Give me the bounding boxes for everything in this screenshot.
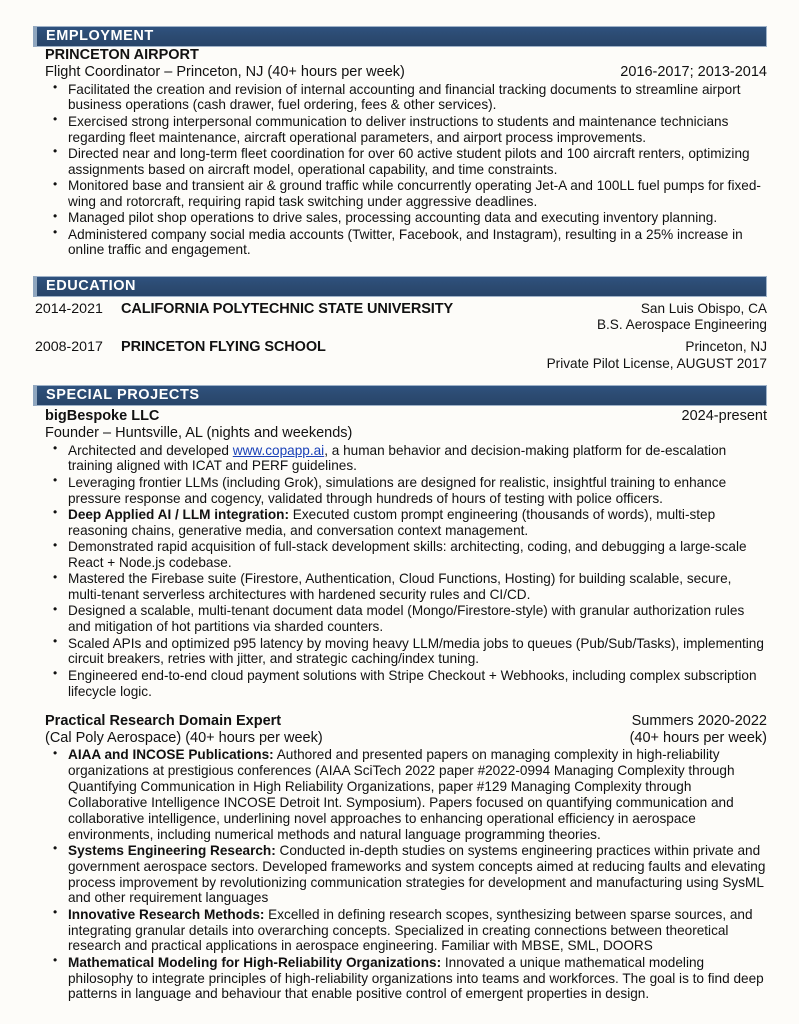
project-entry-header — [45, 713, 767, 730]
education-details — [467, 339, 767, 372]
bullet-text: Scaled APIs and optimized p95 latency by moving heavy LLM/media jobs to queues (Pub/Sub/Tasks), implementing circuit breakers, retries with jitter, and strategic caching/index tuning. — [68, 635, 764, 667]
special-project-bigbespoke — [33, 408, 767, 699]
project-name: Practical Research Domain Expert — [45, 712, 282, 729]
bullet-text-pre: Architected and developed — [68, 442, 233, 458]
special-project-research — [33, 713, 767, 1002]
employment-entry-subheader — [45, 64, 767, 81]
education-block — [33, 301, 767, 372]
education-row — [33, 301, 767, 334]
project-dates: Summers 2020-2022 — [631, 712, 767, 729]
project-role: Founder – Huntsville, AL (nights and weekends) — [45, 424, 353, 441]
project-name: bigBespoke LLC — [45, 407, 160, 424]
bullet-text: Excelled in defining research scopes, synthesizing between sparse sources, and integrating granular details into overarching concepts. Specialized in creating connections between theoretical research and practical applications in aerospace engineering. Familiar with MBSE, SML, DOORS — [68, 906, 753, 954]
list-item: • Directed near and long-term fleet coordination for over 60 active student pilots and 100 aircraft renters, optimizing assignments based on aircraft model, operational capability, and time constraints. — [45, 146, 767, 178]
bullet-text: Mastered the Firebase suite (Firestore, Authentication, Cloud Functions, Hosting) for building scalable, secure, multi-tenant serverless architectures with hardened security rules and CI/CD. — [68, 571, 732, 603]
education-credential: B.S. Aerospace Engineering — [596, 317, 767, 333]
list-item — [45, 475, 767, 507]
project-role: (Cal Poly Aerospace) (40+ hours per week) — [45, 729, 323, 746]
copapp-link[interactable]: www.copapp.ai — [232, 442, 325, 458]
section-banner-education — [33, 276, 767, 297]
project-entry-subheader — [45, 730, 767, 747]
project-dates-sub: (40+ hours per week) — [629, 729, 767, 746]
list-item — [45, 443, 767, 475]
project-dates: 2024-present — [681, 407, 767, 424]
bigbespoke-bullet-list — [45, 443, 767, 700]
bullet-text: Innovated a unique mathematical modeling philosophy to integrate principles of high-reliability organizations into teams and workforces. The goal is to find deep patterns in language and behaviour that enable positive control of emergent properties in design. — [68, 954, 764, 1002]
bullet-lead: Innovative Research Methods: — [68, 906, 265, 922]
list-item — [45, 571, 767, 603]
section-banner-employment — [33, 26, 767, 47]
list-item: • Facilitated the creation and revision of internal accounting and financial tracking documents to streamline airport business operations (cash drawer, fuel ordering, fees & other services). — [45, 82, 767, 114]
bullet-text: Executed custom prompt engineering (thousands of words), multi-step reasoning chains, generative media, and conversation context management. — [68, 506, 716, 538]
list-item — [45, 507, 767, 539]
employment-block — [33, 47, 767, 258]
list-item: • Managed pilot shop operations to drive sales, processing accounting data and executing inventory planning. — [45, 210, 767, 226]
education-location: San Luis Obispo, CA — [640, 300, 767, 316]
research-bullet-list — [45, 747, 767, 1002]
list-item — [45, 955, 767, 1002]
education-row — [33, 339, 767, 372]
list-item — [45, 539, 767, 571]
list-item — [45, 668, 767, 700]
bullet-text-post: , a human behavior and decision-making platform for de-escalation training aligned with ICAT and PERF guidelines. — [68, 442, 727, 474]
education-location: Princeton, NJ — [685, 339, 767, 355]
education-details — [467, 301, 767, 334]
employment-entry-header — [45, 47, 767, 64]
list-item: • Exercised strong interpersonal communication to deliver instructions to students and maintenance technicians regarding fleet maintenance, aircraft operational parameters, and airport process improvements. — [45, 114, 767, 146]
bullet-lead: Systems Engineering Research: — [68, 842, 276, 858]
bullet-text: Leveraging frontier LLMs (including Grok), simulations are designed for realistic, insightful training to enhance pressure response and cogency, validated through hundreds of hours of testing with police officers. — [68, 474, 727, 506]
section-banner-special-projects — [33, 385, 767, 406]
bullet-text: Designed a scalable, multi-tenant document data model (Mongo/Firestore-style) with granular authorization rules and mitigation of hot partitions via sharded counters. — [68, 603, 745, 635]
education-years: 2014-2021 — [35, 300, 103, 317]
list-item — [45, 603, 767, 635]
bullet-text: Authored and presented papers on managing complexity in high-reliability organizations at prestigious conferences (AIAA SciTech 2022 paper #2022-0994 Managing Complexity through Quantifying Communication in High Reliability Organizations, paper #129 Managing Complexity through Collaborative Intelligence INCOSE Detroit Int. Symposium). Papers focused on quantifying communication and collaborative intelligence, underlining novel approaches to enhancing operational efficiency in aerospace environments, including numerical methods and natural language programming theories. — [68, 747, 735, 842]
education-school: PRINCETON FLYING SCHOOL — [121, 339, 326, 356]
list-item — [45, 636, 767, 668]
list-item — [45, 747, 767, 842]
bullet-text: Engineered end-to-end cloud payment solutions with Stripe Checkout + Webhooks, including complex subscription lifecycle logic. — [68, 667, 757, 699]
section-title-special-projects: SPECIAL PROJECTS — [46, 387, 200, 404]
list-item — [45, 843, 767, 906]
project-entry-header — [45, 408, 767, 425]
list-item: • Administered company social media accounts (Twitter, Facebook, and Instagram), resulting in a 25% increase in online traffic and engagement. — [45, 227, 767, 259]
education-school: CALIFORNIA POLYTECHNIC STATE UNIVERSITY — [121, 300, 454, 317]
list-item — [45, 907, 767, 954]
employer-name: PRINCETON AIRPORT — [45, 47, 199, 63]
project-entry-subheader — [45, 425, 767, 442]
employment-dates: 2016-2017; 2013-2014 — [620, 63, 767, 80]
education-credential: Private Pilot License, AUGUST 2017 — [546, 355, 767, 371]
employment-bullet-list — [45, 82, 767, 259]
section-title-education: EDUCATION — [46, 277, 137, 294]
education-years: 2008-2017 — [35, 339, 103, 356]
bullet-lead: AIAA and INCOSE Publications: — [68, 747, 274, 763]
bullet-text: Demonstrated rapid acquisition of full-stack development skills: architecting, coding, and debugging a large-scale React + Node.js codebase. — [68, 539, 747, 570]
bullet-lead: Deep Applied AI / LLM integration: — [68, 506, 290, 522]
employment-role: Flight Coordinator – Princeton, NJ (40+ hours per week) — [45, 63, 405, 80]
bullet-lead: Mathematical Modeling for High-Reliability Organizations: — [68, 954, 442, 970]
section-title-employment: EMPLOYMENT — [46, 28, 154, 45]
bullet-text: Conducted in-depth studies on systems engineering practices within private and government aerospace sectors. Developed frameworks and system concepts aimed at reducing faults and elevating process improvement by revolutionizing communication strategies for development and manufacturing using SysML and other requirement languages — [68, 842, 766, 906]
list-item: • Monitored base and transient air & ground traffic while concurrently operating Jet-A and 100LL fuel pumps for fixed-wing and rotorcraft, requiring rapid task switching under aggressive deadlines. — [45, 178, 767, 210]
